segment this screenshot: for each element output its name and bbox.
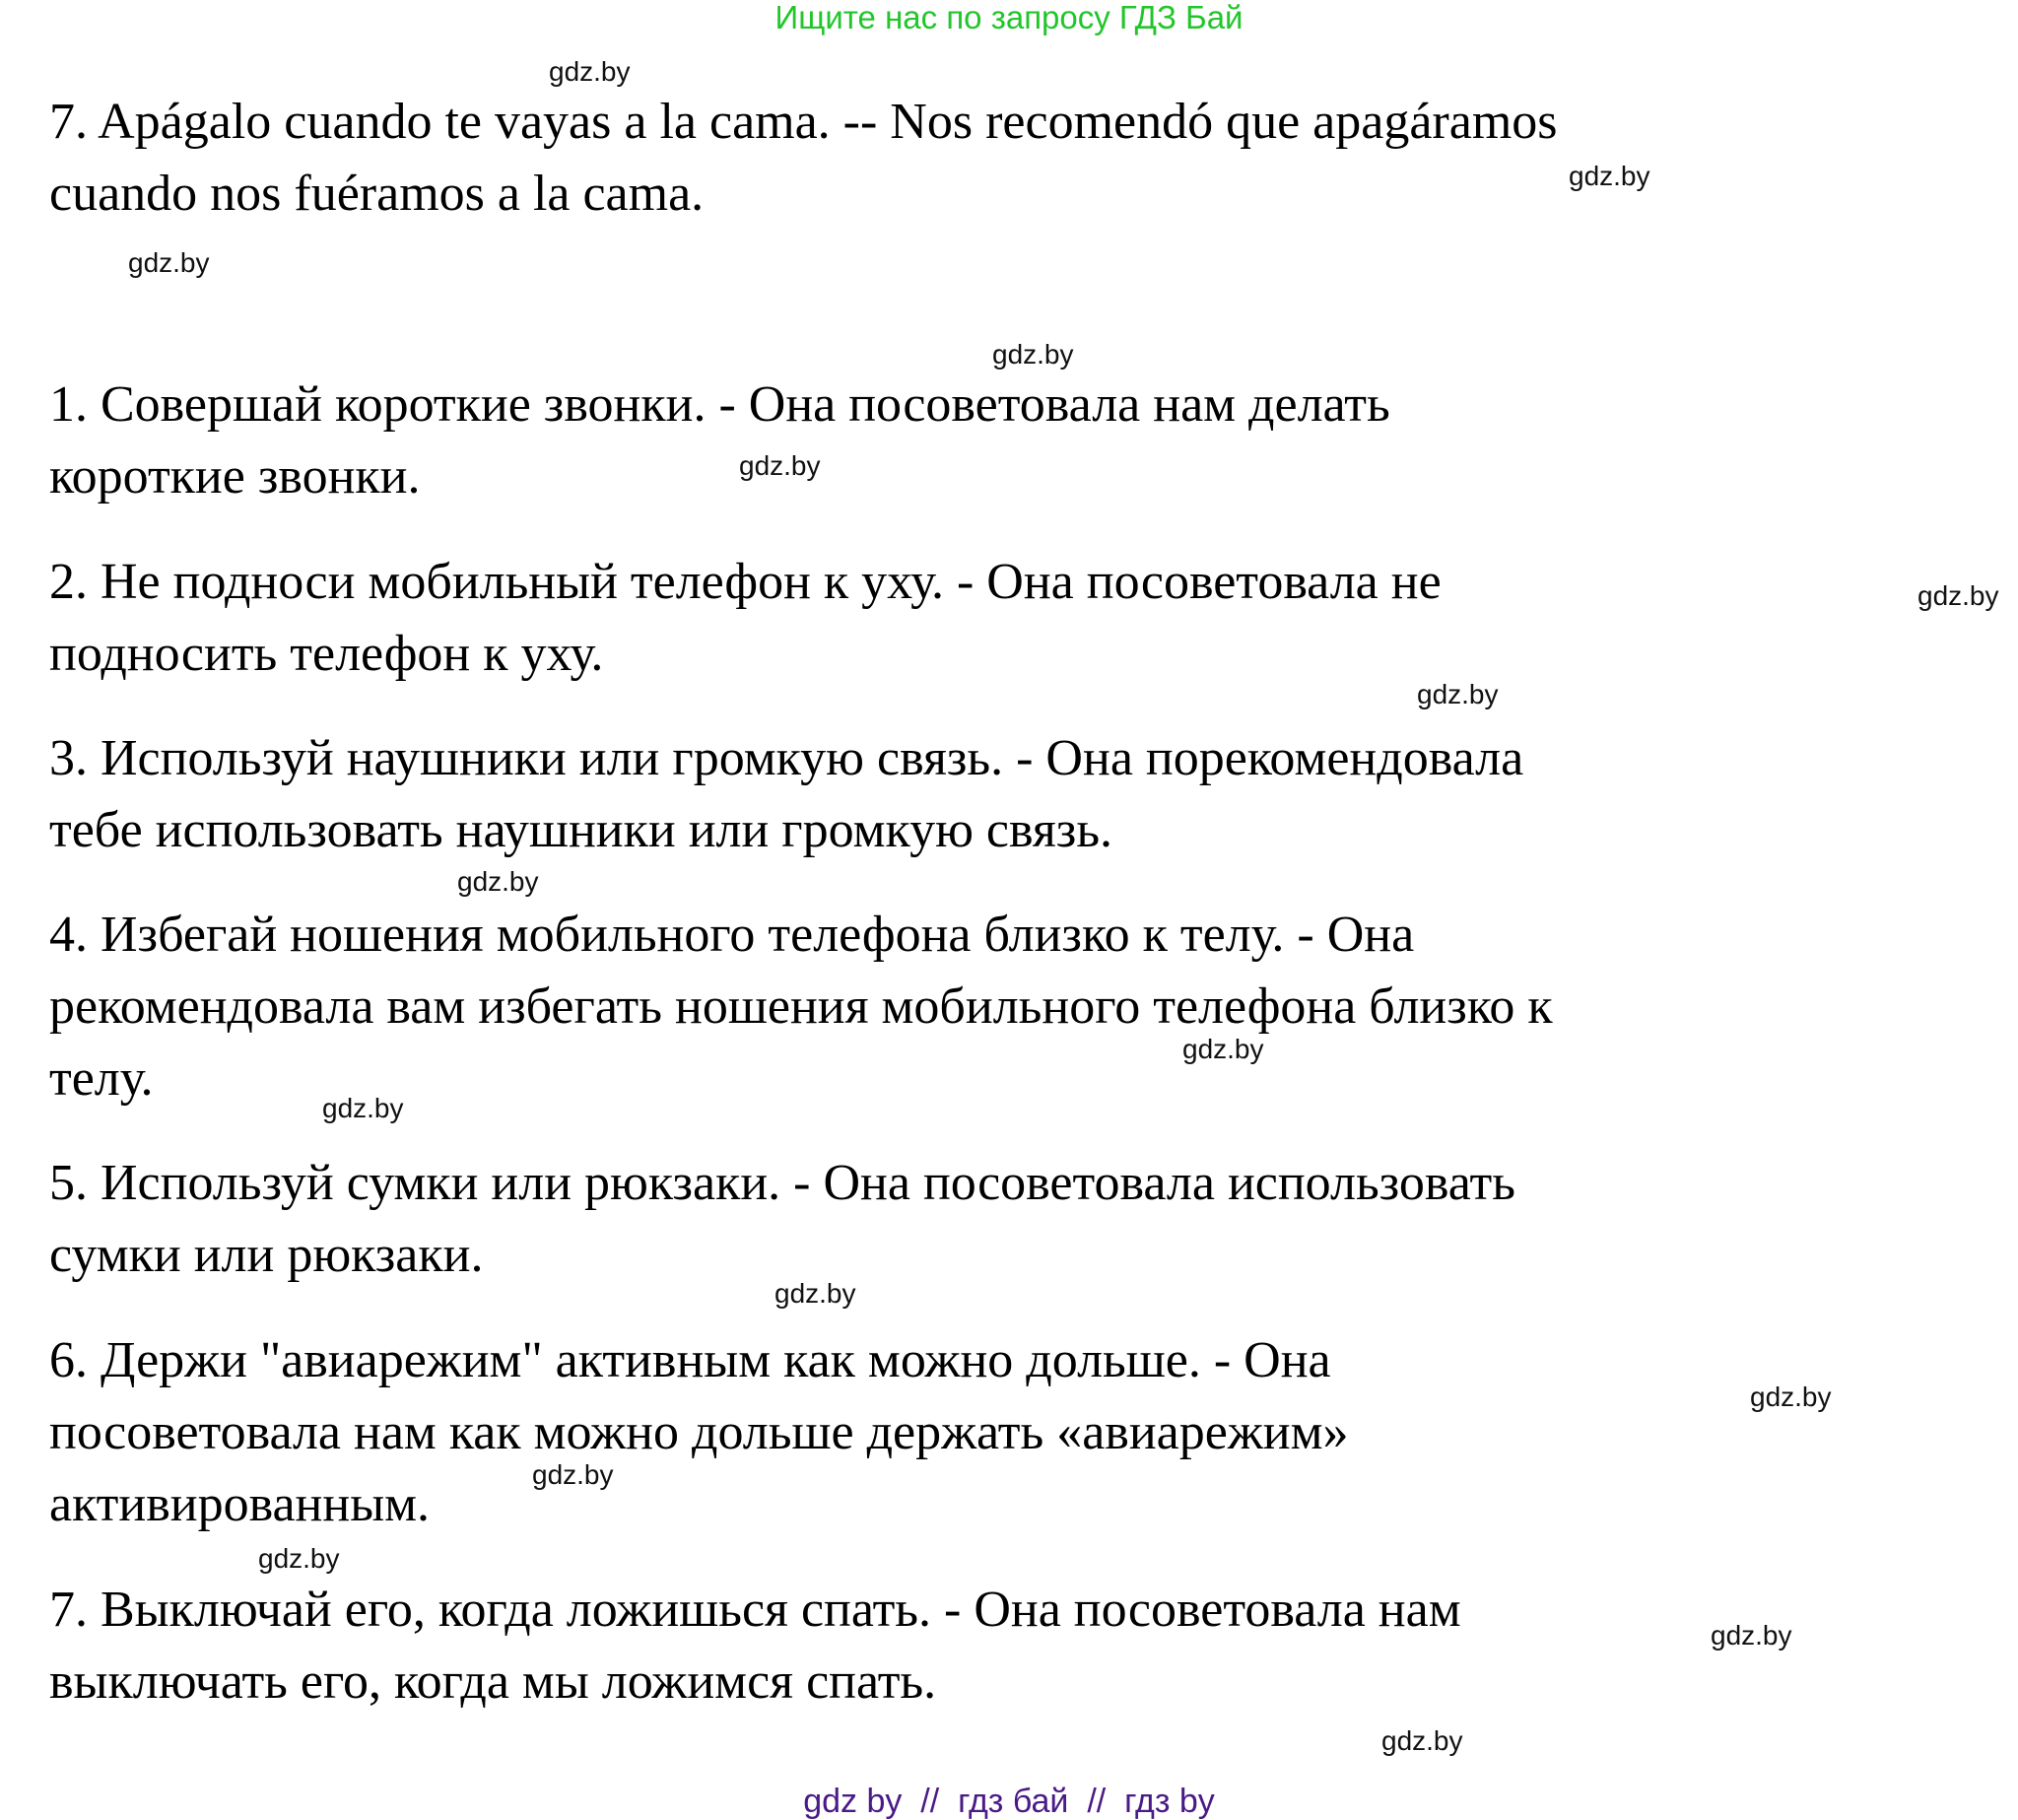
watermark: gdz.by — [1569, 161, 1650, 191]
text-line: 7. Apágalo cuando te vayas a la cama. -- Nos recomendó que apagáramos — [49, 94, 1558, 150]
watermark: gdz.by — [1381, 1725, 1463, 1756]
text-line: короткие звонки. — [49, 448, 421, 505]
text-line: 2. Не подноси мобильный телефон к уху. - Она посоветовала не — [49, 554, 1442, 610]
text-line: активированным. — [49, 1476, 431, 1532]
watermark: gdz.by — [1182, 1034, 1264, 1064]
text-line: 3. Используй наушники или громкую связь. - Она порекомендовала — [49, 730, 1524, 786]
site-footer: gdz by // гдз бай // гдз by — [803, 1783, 1215, 1820]
watermark: gdz.by — [128, 247, 210, 278]
text-line: 4. Избегай ношения мобильного телефона близко к телу. - Она — [49, 907, 1415, 963]
text-line: 5. Используй сумки или рюкзаки. - Она посоветовала использовать — [49, 1155, 1515, 1211]
text-line: тебе использовать наушники или громкую связь. — [49, 802, 1113, 858]
text-line: подносить телефон к уху. — [49, 626, 604, 682]
watermark: gdz.by — [1750, 1382, 1832, 1412]
watermark: gdz.by — [1417, 679, 1499, 709]
watermark: gdz.by — [739, 450, 821, 481]
text-line: 1. Совершай короткие звонки. - Она посоветовала нам делать — [49, 376, 1390, 433]
watermark: gdz.by — [1711, 1620, 1792, 1651]
text-line: 6. Держи "авиарежим" активным как можно дольше. - Она — [49, 1332, 1331, 1388]
watermark: gdz.by — [258, 1543, 340, 1574]
watermark: gdz.by — [457, 866, 539, 897]
watermark: gdz.by — [532, 1459, 614, 1490]
watermark: gdz.by — [774, 1278, 856, 1309]
text-line: cuando nos fuéramos a la cama. — [49, 166, 705, 222]
text-line: посоветовала нам как можно дольше держать «авиарежим» — [49, 1404, 1349, 1460]
text-line: рекомендовала вам избегать ношения мобильного телефона близко к — [49, 978, 1553, 1035]
watermark: gdz.by — [549, 56, 631, 87]
watermark: gdz.by — [992, 339, 1074, 370]
text-line: 7. Выключай его, когда ложишься спать. - Она посоветовала нам — [49, 1582, 1461, 1638]
search-hint-banner: Ищите нас по запросу ГДЗ Бай — [774, 0, 1244, 35]
text-line: телу. — [49, 1050, 154, 1107]
text-line: выключать его, когда мы ложимся спать. — [49, 1653, 937, 1710]
watermark: gdz.by — [322, 1093, 404, 1123]
watermark: gdz.by — [1917, 580, 1999, 611]
text-line: сумки или рюкзаки. — [49, 1227, 484, 1283]
